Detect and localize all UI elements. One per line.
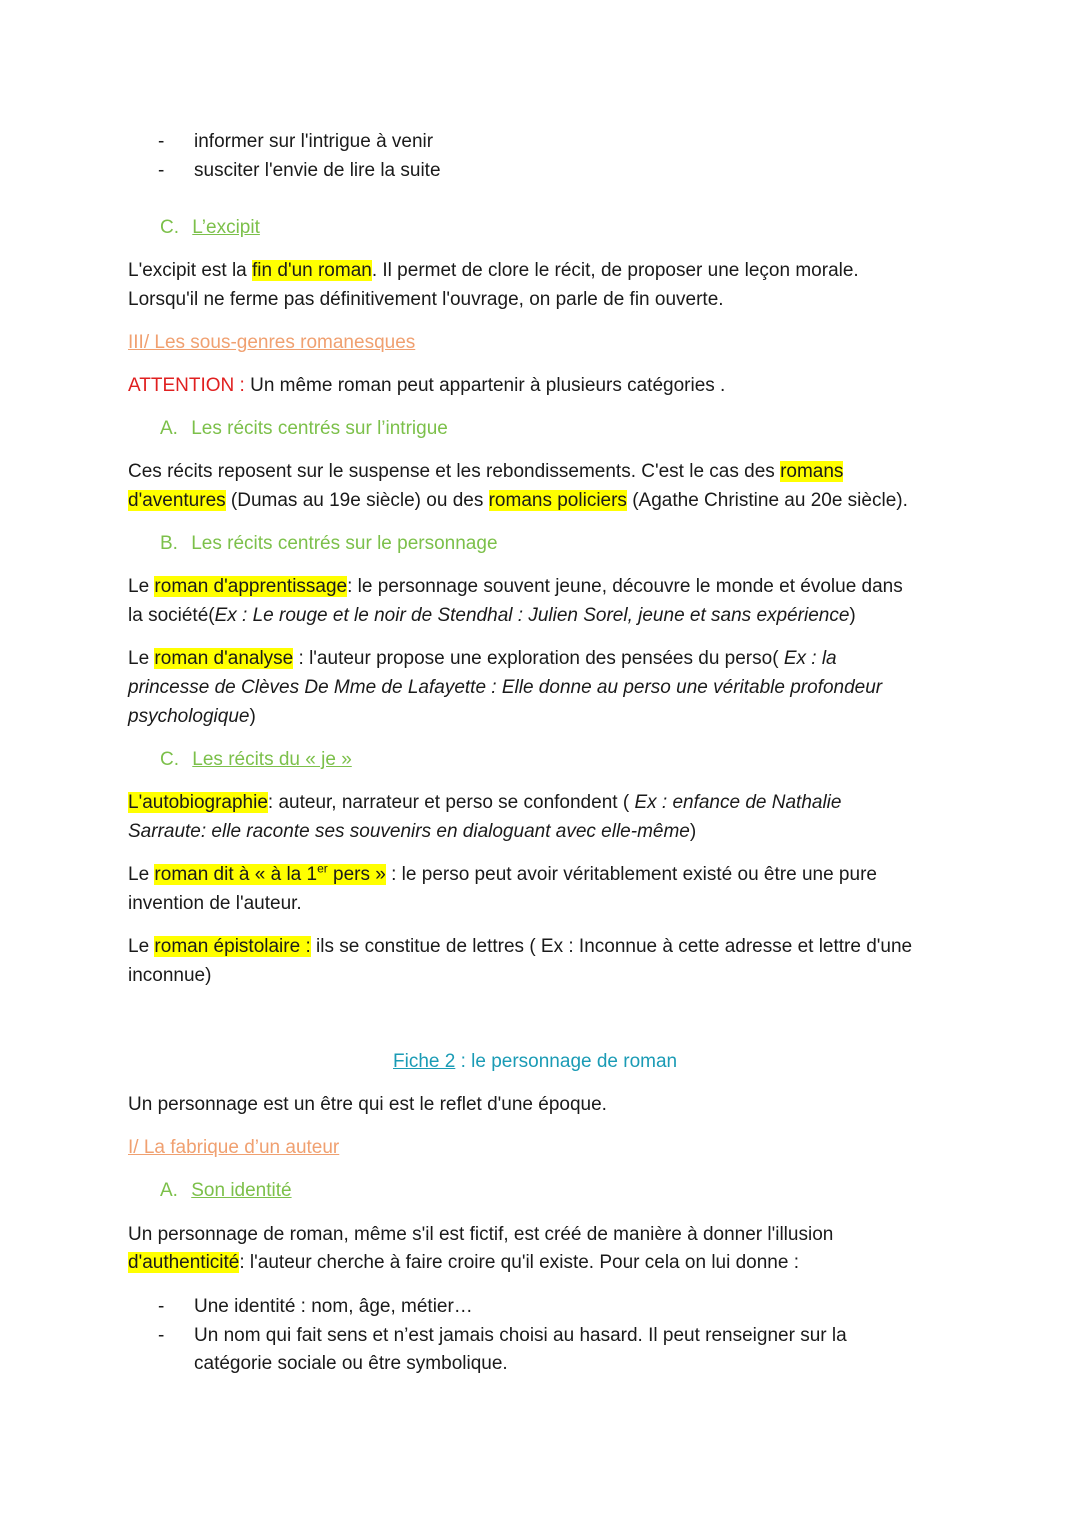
- analyse-line-1: Le roman d'analyse : l'auteur propose une exploration des pensées du perso( Ex : la: [128, 648, 837, 669]
- attention-note: ATTENTION : Un même roman peut appartenir à plusieurs catégories .: [128, 375, 726, 396]
- apprentissage-line-1: Le roman d'apprentissage: le personnage souvent jeune, découvre le monde et évolue dans: [128, 576, 903, 597]
- analyse-line-3: psychologique): [128, 706, 256, 727]
- excipit-line-2: Lorsqu'il ne ferme pas définitivement l'ouvrage, on parle de fin ouverte.: [128, 289, 724, 310]
- premiere-line-2: invention de l'auteur.: [128, 893, 302, 914]
- part-title-sous-genres: III/ Les sous-genres romanesques: [128, 332, 416, 353]
- identite-line-1: Un personnage de roman, même s'il est fictif, est créé de manière à donner l'illusion: [128, 1224, 834, 1245]
- fiche-2-link[interactable]: Fiche 2: [393, 1051, 456, 1072]
- part-title-fabrique: I/ La fabrique d’un auteur: [128, 1137, 340, 1158]
- premiere-line-1: Le roman dit à « à la 1er pers » : le perso peut avoir véritablement existé ou être une pure: [128, 861, 877, 885]
- intrigue-line-2: d'aventures (Dumas au 19e siècle) ou des romans policiers (Agathe Christine au 20e siècle).: [128, 490, 908, 511]
- section-heading-intrigue: A. Les récits centrés sur l’intrigue: [160, 418, 448, 439]
- analyse-line-2: princesse de Clèves De Mme de Lafayette : Elle donne au perso une véritable profondeur: [128, 677, 883, 698]
- section-heading-identite: A. Son identité: [160, 1180, 292, 1201]
- section-heading-excipit: C. L’excipit: [160, 217, 260, 238]
- fiche-2-title: Fiche 2 : le personnage de roman: [393, 1051, 678, 1072]
- excipit-line-1: L'excipit est la fin d'un roman. Il permet de clore le récit, de proposer une leçon morale.: [128, 260, 859, 281]
- epistolaire-line-1: Le roman épistolaire : ils se constitue de lettres ( Ex : Inconnue à cette adresse et lettre d'une: [128, 936, 913, 957]
- section-heading-je: C. Les récits du « je »: [160, 749, 352, 770]
- bullet-text: Un nom qui fait sens et n’est jamais choisi au hasard. Il peut renseigner sur la: [194, 1325, 847, 1346]
- bullet-text: catégorie sociale ou être symbolique.: [194, 1353, 508, 1374]
- bullet-text: Une identité : nom, âge, métier…: [194, 1296, 473, 1317]
- section-heading-personnage: B. Les récits centrés sur le personnage: [160, 533, 498, 554]
- bullet-text: informer sur l'intrigue à venir: [194, 131, 434, 152]
- fiche-2-intro: Un personnage est un être qui est le reflet d'une époque.: [128, 1094, 607, 1115]
- bullet-text: susciter l'envie de lire la suite: [194, 160, 441, 181]
- identite-line-2: d'authenticité: l'auteur cherche à faire croire qu'il existe. Pour cela on lui donne :: [128, 1252, 799, 1273]
- apprentissage-line-2: la société(Ex : Le rouge et le noir de Stendhal : Julien Sorel, jeune et sans expérience): [128, 605, 856, 626]
- intrigue-line-1: Ces récits reposent sur le suspense et les rebondissements. C'est le cas des romans: [128, 461, 844, 482]
- autobio-line-1: L'autobiographie: auteur, narrateur et perso se confondent ( Ex : enfance de Nathalie: [128, 792, 842, 813]
- autobio-line-2: Sarraute: elle raconte ses souvenirs en dialoguant avec elle-même): [128, 821, 697, 842]
- epistolaire-line-2: inconnue): [128, 965, 212, 986]
